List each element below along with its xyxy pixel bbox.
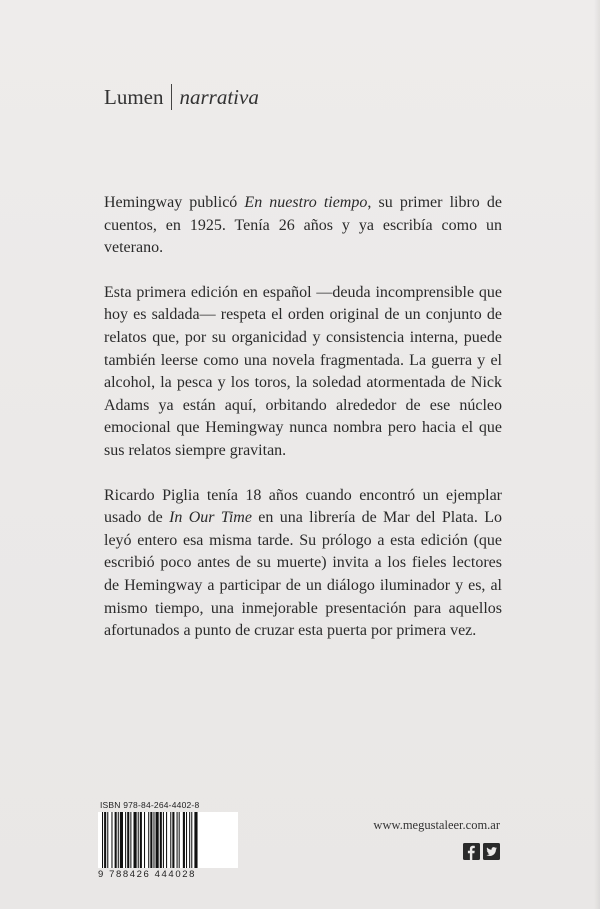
- blurb-text: en una librería de Mar del Plata. Lo leyó entero esa misma tarde. Su prólogo a esta edición (que escribió poco antes de su muerte) invita a los fieles lectores de Hemingway a participar de un diálogo iluminador y es, al mismo tiempo, una inmejorable presentación para aquellos afortunados a punto de cruzar esta puerta por primera vez.: [104, 509, 502, 640]
- book-title-spanish: En nuestro tiempo: [244, 194, 368, 211]
- cover-edge-shadow: [594, 0, 600, 909]
- book-title-english: In Our Time: [169, 509, 252, 527]
- collection-name: narrativa: [179, 84, 259, 109]
- publisher-brand: [104, 84, 259, 110]
- barcode-image: [98, 812, 238, 868]
- brand-name: Lumen: [104, 84, 164, 109]
- facebook-icon[interactable]: [463, 843, 480, 860]
- isbn-label: ISBN 978-84-264-4402-8: [100, 800, 200, 810]
- brand-divider: [171, 84, 172, 110]
- barcode-digits: 9 788426 444028: [98, 869, 196, 880]
- blurb-paragraph-1: [104, 192, 502, 260]
- twitter-icon[interactable]: [483, 843, 500, 860]
- blurb-text: Ricardo Piglia tenía 18 años cuando encontró un ejemplar usado de: [104, 486, 502, 527]
- blurb-text: , su primer libro de cuentos, en 1925. Tenía 26 años y ya escribía como un veterano.: [104, 194, 502, 257]
- blurb-text: Hemingway publicó: [104, 194, 245, 211]
- website-url[interactable]: www.megustaleer.com.ar: [373, 818, 500, 832]
- barcode-block: [98, 800, 238, 880]
- blurb: [104, 192, 502, 665]
- blurb-paragraph-3: [104, 485, 502, 643]
- blurb-paragraph-2: Esta primera edición en español —deuda incomprensible que hoy es saldada— respeta el orden original de un conjunto de relatos que, por su organicidad y consistencia interna, puede también leerse como una novela fragmentada. La guerra y el alcohol, la pesca y los toros, la soledad atormentada de Nick Adams ya están aquí, orbitando alrededor de ese núcleo emocional que Hemingway nunca nombra pero hacia el que sus relatos siempre gravitan.: [104, 283, 502, 459]
- social-icons: [463, 843, 500, 860]
